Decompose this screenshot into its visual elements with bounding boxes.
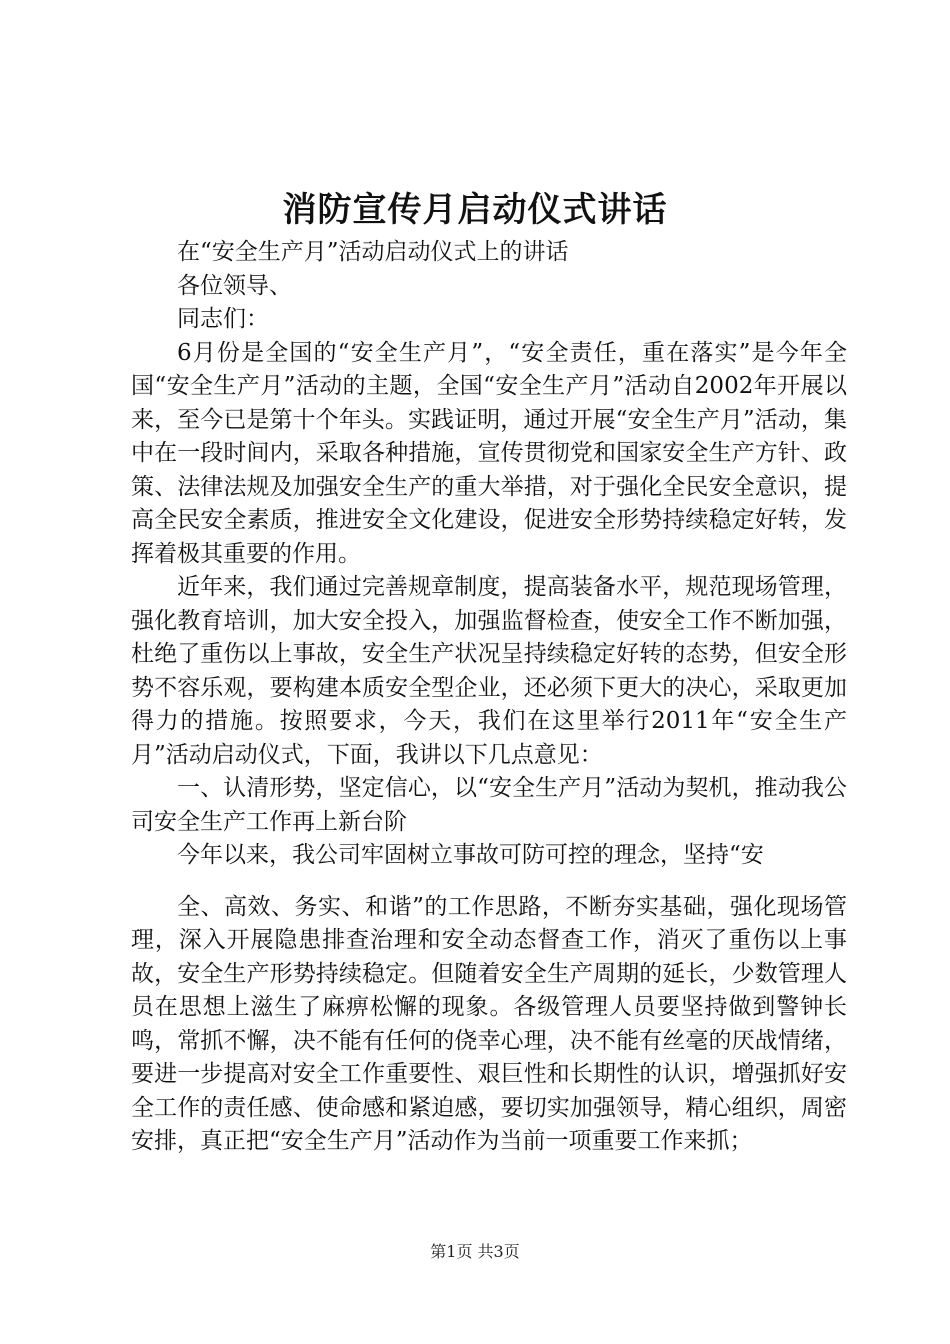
document-title: 消防宣传月启动仪式讲话	[282, 190, 668, 230]
salutation-leaders: 各位领导、	[177, 272, 292, 299]
paragraph-safety-month: 6月份是全国的“安全生产月”，“安全责任，重在落实”是今年全国“安全生产月”活动的主题，全国“安全生产月”活动自2002年开展以来，至今已是第十个年头。实践证明，通过开展“安全生产月”活动，集中在一段时间内，采取各种措施，宣传贯彻党和国家安全生产方针、政策、法律法规及加强安全生产的重大举措，对于强化全民安全意识，提高全民安全素质，推进安全文化建设，促进安全形势持续稳定好转，发挥着极其重要的作用。	[131, 339, 847, 567]
section-heading-one: 一、认清形势，坚定信心，以“安全生产月”活动为契机，推动我公司安全生产工作再上新台阶	[131, 775, 847, 835]
paragraph-recent-years: 近年来，我们通过完善规章制度，提高装备水平，规范现场管理，强化教育培训，加大安全投入，加强监督检查，使安全工作不断加强，杜绝了重伤以上事故，安全生产状况呈持续稳定好转的态势，但安全形势不容乐观，要构建本质安全型企业，还必须下更大的决心，采取更加得力的措施。按照要求，今天，我们在这里举行2011年“安全生产月”活动启动仪式，下面，我讲以下几点意见：	[131, 574, 847, 768]
paragraph-this-year-continued: 全、高效、务实、和谐”的工作思路，不断夯实基础，强化现场管理，深入开展隐患排查治理和安全动态督查工作，消灭了重伤以上事故，安全生产形势持续稳定。但随着安全生产周期的延长，少数管理人员在思想上滋生了麻痹松懈的现象。各级管理人员要坚持做到警钟长鸣，常抓不懈，决不能有任何的侥幸心理，决不能有丝毫的厌战情绪，要进一步提高对安全工作重要性、艰巨性和长期性的认识，增强抓好安全工作的责任感、使命感和紧迫感，要切实加强领导，精心组织，周密安排，真正把“安全生产月”活动作为当前一项重要工作来抓；	[131, 893, 847, 1154]
paragraph-this-year-start: 今年以来，我公司牢固树立事故可防可控的理念，坚持“安	[177, 842, 764, 868]
document-body	[131, 236, 847, 1159]
salutation-comrades: 同志们：	[177, 306, 269, 332]
speech-subtitle: 在“安全生产月”活动启动仪式上的讲话	[177, 239, 569, 265]
page-number-footer: 第1页 共3页	[430, 1242, 520, 1261]
